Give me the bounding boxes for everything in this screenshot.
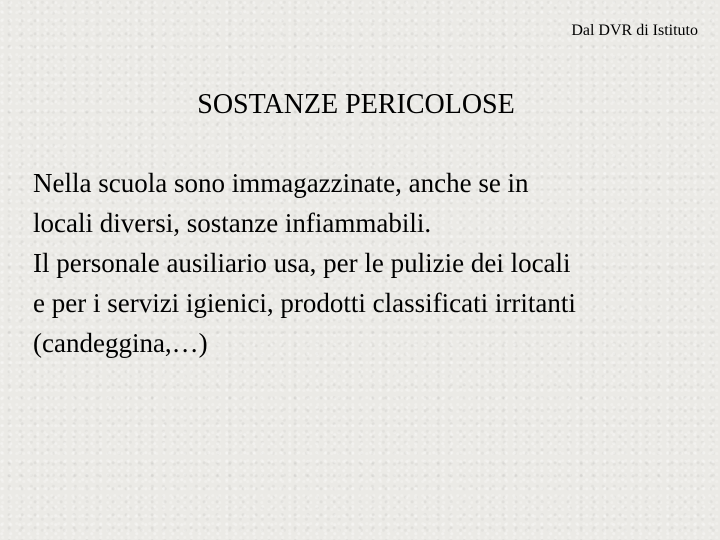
paragraph-storage (33, 163, 693, 243)
paragraph-line: Il personale ausiliario usa, per le pulizie dei locali (33, 248, 571, 278)
paragraph-line: locali diversi, sostanze infiammabili. (33, 208, 432, 238)
paragraph-line: (candeggina,…) (33, 328, 208, 358)
slide-body (33, 163, 693, 363)
paragraph-cleaning-products (33, 243, 693, 363)
paragraph-line: e per i servizi igienici, prodotti classificati irritanti (33, 288, 576, 318)
source-label: Dal DVR di Istituto (571, 22, 698, 39)
slide-title: SOSTANZE PERICOLOSE (197, 89, 515, 120)
paragraph-line: Nella scuola sono immagazzinate, anche se in (33, 168, 529, 198)
